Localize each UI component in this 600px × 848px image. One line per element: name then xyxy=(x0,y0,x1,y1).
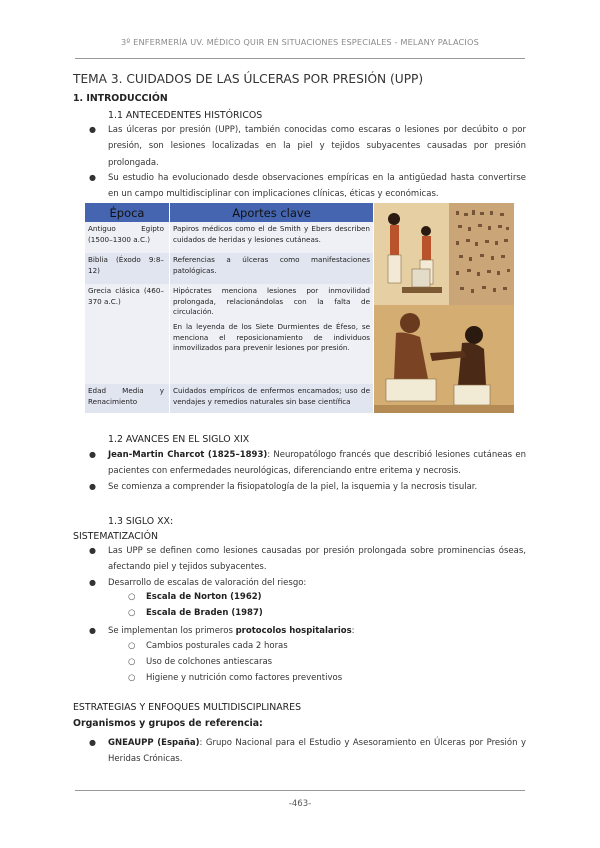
gneaupp-description: : Grupo Nacional para el Estudio y Asesoramiento en Úlceras por Presión y Heridas Crónicas. xyxy=(108,738,526,765)
heading-organismos: Organismos y grupos de referencia: xyxy=(73,718,263,729)
paragraph-evolution: Su estudio ha evolucionado desde observaciones empíricas en la antigüedad hasta convertirse en un campo multidisciplinar con implicaciones clínicas, éticas y económicas. xyxy=(108,173,526,200)
table-cell-aportes: Referencias a úlceras como manifestaciones patológicas. xyxy=(173,255,370,275)
table-cell-epoca: Grecia clásica (460–370 a.C.) xyxy=(88,286,164,306)
page-title: TEMA 3. CUIDADOS DE LAS ÚLCERAS POR PRESIÓN (UPP) xyxy=(73,72,424,86)
sub-bullet-circle: ○ xyxy=(128,592,136,602)
bullet-dot: ● xyxy=(89,578,96,587)
bullet-dot: ● xyxy=(89,738,96,747)
history-table xyxy=(85,203,373,413)
bullet-dot: ● xyxy=(89,125,96,134)
protocol-item: Cambios posturales cada 2 horas xyxy=(146,641,288,651)
sub-bullet-circle: ○ xyxy=(128,608,136,618)
protocol-colon: : xyxy=(351,626,355,636)
table-cell-aportes: Cuidados empíricos de enfermos encamados; uso de vendajes y remedios naturales sin base científica xyxy=(173,386,370,406)
bullet-dot: ● xyxy=(89,482,96,491)
section-introduccion: 1. INTRODUCCIÓN xyxy=(73,93,168,104)
table-header-epoca: Época xyxy=(85,203,169,222)
footer-rule xyxy=(75,790,525,791)
paragraph-protocolos xyxy=(108,623,526,639)
charcot-name: Jean-Martin Charcot (1825–1893) xyxy=(108,450,268,460)
table-cell-aportes: Hipócrates menciona lesiones por inmovilidad prolongada, relacionándolas con la falta de circulación. xyxy=(173,286,370,316)
paragraph-fisiopatologia: Se comienza a comprender la fisiopatología de la piel, la isquemia y la necrosis tisular. xyxy=(108,482,478,492)
paragraph-upp-definition: Las úlceras por presión (UPP), también conocidas como escaras o lesiones por decúbito o por presión, son lesiones localizadas en la piel y tejidos subyacentes causadas por presión prolongada. xyxy=(108,125,526,168)
header-rule xyxy=(75,58,525,59)
heading-sistematizacion: SISTEMATIZACIÓN xyxy=(73,531,158,542)
table-cell-aportes: Papiros médicos como el de Smith y Ebers describen cuidados de heridas y lesiones cutáneas. xyxy=(173,224,370,244)
subsection-antecedentes: 1.1 ANTECEDENTES HISTÓRICOS xyxy=(108,110,263,121)
paragraph-charcot xyxy=(108,447,526,480)
gneaupp-name: GNEAUPP (España) xyxy=(108,738,200,748)
paragraph-escalas: Desarrollo de escalas de valoración del riesgo: xyxy=(108,578,307,588)
paragraph-gneaupp xyxy=(108,735,526,768)
bullet-dot: ● xyxy=(89,450,96,459)
sub-bullet-circle: ○ xyxy=(128,673,136,683)
scale-norton-label: Escala de Norton (1962) xyxy=(146,592,262,602)
sub-bullet-circle: ○ xyxy=(128,657,136,667)
protocol-item: Higiene y nutrición como factores preventivos xyxy=(146,673,343,683)
table-cell-epoca: Antiguo Egipto (1500–1300 a.C.) xyxy=(88,224,164,244)
table-header-aportes: Aportes clave xyxy=(170,203,373,222)
table-cell-epoca: Edad Media y Renacimiento xyxy=(88,386,164,406)
sub-bullet-circle: ○ xyxy=(128,641,136,651)
table-cell-aportes-extra: En la leyenda de los Siete Durmientes de Éfeso, se menciona el reposicionamiento de individuos inmovilizados para prevenir lesiones por presión. xyxy=(173,322,370,352)
page-number: -463- xyxy=(288,799,312,809)
scale-braden xyxy=(146,608,263,618)
charcot-description: : Neuropatólogo francés que describió lesiones cutáneas en pacientes con enfermedades neurológicas, diferenciando entre eritema y necrosis. xyxy=(108,450,526,477)
paragraph-upp-definicion: Las UPP se definen como lesiones causadas por presión prolongada sobre prominencias óseas, afectando piel y tejidos subyacentes. xyxy=(108,546,526,573)
protocol-intro: Se implementan los primeros xyxy=(108,626,236,636)
subsection-siglo-xix: 1.2 AVANCES EN EL SIGLO XIX xyxy=(108,434,250,445)
protocol-item: Uso de colchones antiescaras xyxy=(146,657,273,667)
running-header: 3º ENFERMERÍA UV. MÉDICO QUIR EN SITUACIONES ESPECIALES - MELANY PALACIOS xyxy=(121,37,479,47)
table-cell-epoca: Biblia (Éxodo 9:8–12) xyxy=(88,255,164,275)
bullet-dot: ● xyxy=(89,546,96,555)
bullet-dot: ● xyxy=(89,173,96,182)
heading-estrategias: ESTRATEGIAS Y ENFOQUES MULTIDISCIPLINARES xyxy=(73,702,302,713)
egyptian-papyrus-image xyxy=(374,203,514,413)
scale-braden-label: Escala de Braden (1987) xyxy=(146,608,263,618)
scale-norton xyxy=(146,592,262,602)
protocol-bold: protocolos hospitalarios xyxy=(235,626,352,636)
subsection-siglo-xx: 1.3 SIGLO XX: xyxy=(108,516,174,527)
bullet-dot: ● xyxy=(89,626,96,635)
